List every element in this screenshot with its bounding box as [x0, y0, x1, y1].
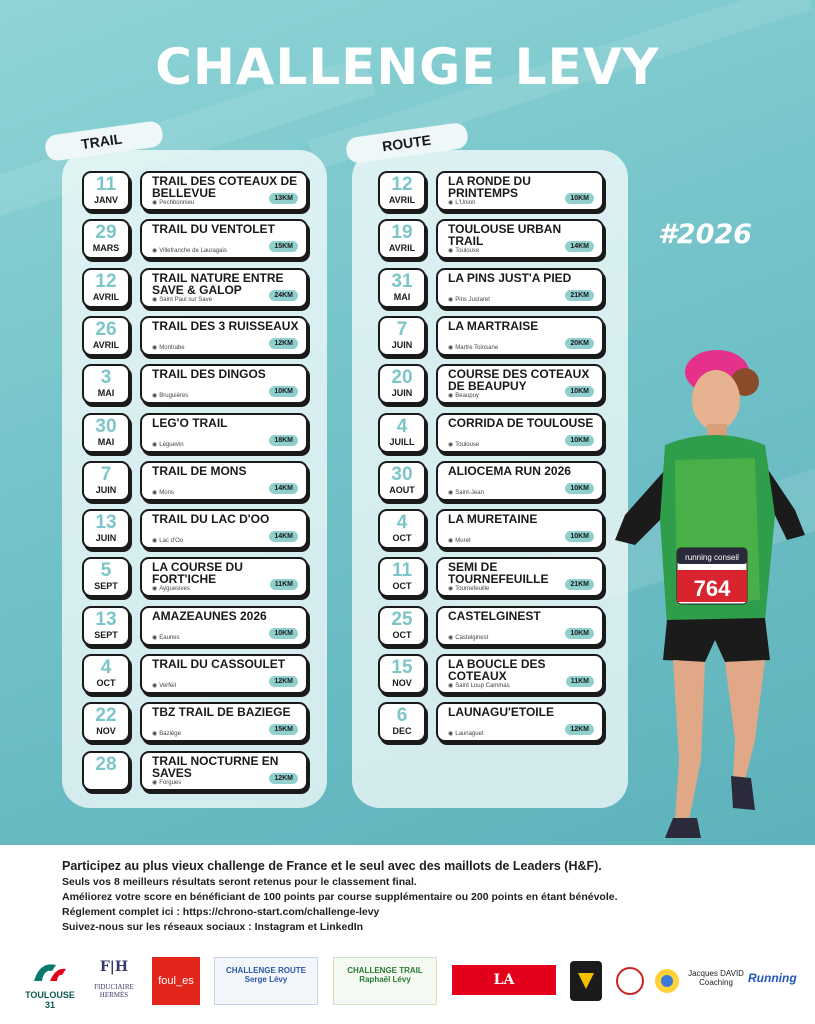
race-distance: 10KM [269, 628, 298, 639]
race-date [378, 606, 426, 646]
foulees-logo: foul_es [152, 957, 200, 1005]
race-date [82, 606, 130, 646]
race-month: MAI [97, 436, 115, 447]
race-month: MARS [92, 243, 120, 254]
race-name: LA COURSE DU FORT'ICHE [152, 560, 243, 587]
race-name: LA MARTRAISE [448, 318, 539, 333]
race-card [436, 702, 604, 742]
race-month: JANV [93, 195, 118, 205]
race-date [82, 461, 130, 501]
race-date [82, 702, 130, 742]
race-card [140, 364, 308, 404]
race-month: JUIN [95, 533, 117, 544]
location-pin-icon: ◉ [152, 344, 158, 351]
race-day: 7 [100, 463, 112, 485]
race-date [378, 413, 426, 453]
race-location: ◉ Launaguet [448, 731, 484, 738]
race-distance: 11KM [566, 676, 594, 687]
location-pin-icon: ◉ [448, 586, 454, 593]
race-day: 30 [95, 415, 117, 437]
location-pin-icon: ◉ [448, 731, 454, 738]
race-distance: 24KM [269, 290, 298, 301]
race-day: 13 [95, 608, 117, 630]
race-month: SEPT [94, 581, 118, 592]
race-day: 26 [95, 318, 117, 340]
race-month: OCT [392, 629, 412, 640]
race-card [436, 413, 604, 453]
sponsor-bar [0, 953, 815, 1018]
race-location: ◉ Bruguières [152, 393, 189, 400]
race-month: OCT [392, 533, 412, 544]
race-card [436, 268, 604, 308]
race-name: CORRIDA DE TOULOUSE [448, 415, 594, 430]
club-logo [652, 967, 682, 995]
location-pin-icon: ◉ [152, 731, 158, 738]
race-name: COURSE DES COTEAUX DE BEAUPUY [448, 367, 590, 394]
race-location: ◉ Mons [152, 489, 174, 496]
race-location: ◉ Baziège [152, 731, 181, 738]
race-day: 28 [95, 753, 117, 775]
race-location: ◉ Muret [448, 538, 471, 545]
race-day: 29 [95, 222, 117, 244]
race-name: SEMI DE TOURNEFEUILLE [448, 560, 549, 587]
race-card [140, 413, 308, 453]
race-distance: 13KM [269, 193, 298, 204]
la-depeche-logo: LA DÉPÊCHE [452, 965, 556, 995]
race-date [378, 509, 426, 549]
race-date [378, 702, 426, 742]
race-card [436, 171, 604, 211]
race-distance: 14KM [269, 531, 298, 542]
year-hashtag: #2026 [658, 219, 752, 250]
race-day: 20 [391, 367, 413, 389]
race-date [378, 461, 426, 501]
bib-number: 764 [693, 576, 731, 601]
race-name: TRAIL DU LAC D'OO [152, 512, 270, 527]
location-pin-icon: ◉ [448, 296, 454, 303]
race-card [436, 316, 604, 356]
race-name: TOULOUSE URBAN TRAIL [448, 222, 562, 249]
race-date [378, 219, 426, 259]
race-date [82, 751, 130, 791]
challenge-route-badge: CHALLENGE ROUTE Serge Lévy [214, 957, 318, 1005]
race-month: AVRIL [92, 291, 120, 302]
race-distance: 10KM [269, 386, 298, 397]
race-distance: 20KM [565, 338, 594, 349]
location-pin-icon: ◉ [448, 441, 454, 448]
location-pin-icon: ◉ [448, 393, 454, 400]
race-location: ◉ Toulouse [448, 248, 480, 255]
race-location: ◉ Saint-Jean [448, 489, 484, 496]
race-month: AVRIL [388, 243, 416, 254]
race-location: ◉ L'Union [448, 200, 476, 206]
race-day: 19 [391, 222, 413, 244]
race-date [378, 364, 426, 404]
race-location: ◉ Verfeil [152, 683, 176, 689]
race-distance: 12KM [565, 724, 594, 735]
race-location: ◉ Pechbonnieu [152, 200, 195, 206]
location-pin-icon: ◉ [448, 489, 454, 496]
race-name: TRAIL DE MONS [152, 463, 247, 478]
race-location: ◉ Pins Justaret [448, 296, 490, 303]
race-distance: 12KM [269, 773, 298, 784]
race-name: ALIOCEMA RUN 2026 [448, 463, 571, 478]
info-line: Participez au plus vieux challenge de France et le seul avec des maillots de Leaders (H&F). [62, 859, 602, 873]
rat-logo [570, 961, 602, 1001]
race-day: 11 [391, 560, 413, 582]
race-location: ◉ Castelginest [448, 634, 489, 641]
race-name: TRAIL NATURE ENTRE SAVE & GALOP [152, 270, 284, 297]
race-month: JUIN [95, 484, 117, 495]
race-month: DEC [392, 726, 412, 737]
info-line: Suivez-nous sur les réseaux sociaux : Instagram et LinkedIn [62, 921, 364, 933]
fiduciaire-hermes-logo: F|H FIDUCIAIRE HERMÈS [94, 959, 134, 999]
race-card [140, 606, 308, 646]
race-distance: 10KM [565, 483, 594, 494]
race-day: 5 [100, 560, 112, 582]
race-location: ◉ Lac d'Oo [152, 538, 184, 545]
poster-title: CHALLENGE LEVY [155, 38, 660, 96]
location-pin-icon: ◉ [152, 296, 158, 303]
race-month: AOUT [389, 484, 415, 495]
race-location: ◉ Forgues [152, 779, 182, 786]
bib-brand: running conseil [685, 553, 739, 562]
race-month: AVRIL [92, 339, 120, 350]
route-tab: ROUTE [345, 122, 469, 165]
race-location: ◉ Tournefeuille [448, 586, 490, 593]
race-location: ◉ Toulouse [448, 441, 480, 448]
race-card [140, 316, 308, 356]
race-month: OCT [392, 581, 412, 592]
race-day: 15 [391, 657, 413, 678]
race-location: ◉ Villefranche de Lauragais [152, 248, 227, 255]
race-date [82, 268, 130, 308]
race-name: LEG'O TRAIL [152, 415, 228, 430]
race-day: 3 [100, 367, 112, 389]
race-name: LA RONDE DU PRINTEMPS [448, 174, 531, 200]
race-date [378, 557, 426, 597]
race-location: ◉ Montrabe [152, 344, 185, 351]
race-card [436, 509, 604, 549]
race-day: 12 [391, 174, 413, 195]
race-date [378, 268, 426, 308]
race-name: AMAZEAUNES 2026 [152, 608, 267, 623]
race-day: 31 [391, 270, 413, 292]
race-card [436, 364, 604, 404]
race-date [82, 654, 130, 694]
race-name: TRAIL DES COTEAUX DE BELLEVUE [152, 174, 298, 200]
race-day: 30 [391, 463, 413, 485]
race-location: ◉ Eaunes [152, 634, 180, 641]
race-day: 25 [391, 608, 413, 630]
location-pin-icon: ◉ [448, 344, 454, 351]
race-name: TRAIL DU CASSOULET [152, 657, 286, 671]
race-location: ◉ Beaupuy [448, 393, 479, 400]
race-name: LA BOUCLE DES COTEAUX [448, 657, 546, 683]
race-location: ◉ Léguevin [152, 441, 184, 448]
race-card [140, 219, 308, 259]
race-month: OCT [96, 678, 116, 688]
trail-tab: TRAIL [44, 120, 164, 162]
race-day: 7 [396, 318, 408, 340]
location-pin-icon: ◉ [152, 683, 158, 689]
race-month: JUIN [391, 388, 413, 399]
race-date [378, 654, 426, 694]
race-month: NOV [392, 678, 412, 688]
race-card [140, 268, 308, 308]
race-name: TRAIL DU VENTOLET [152, 222, 275, 237]
race-card [436, 557, 604, 597]
race-distance: 15KM [269, 724, 298, 735]
race-distance: 10KM [565, 531, 594, 542]
race-distance: 15KM [269, 241, 298, 252]
race-month: JUIN [391, 339, 413, 350]
race-month: MAI [97, 388, 115, 399]
race-day: 4 [396, 415, 408, 437]
location-pin-icon: ◉ [152, 393, 158, 400]
race-card [140, 171, 308, 211]
race-distance: 21KM [565, 290, 594, 301]
race-day: 11 [95, 174, 117, 195]
race-date [82, 413, 130, 453]
location-pin-icon: ◉ [152, 586, 158, 593]
race-day: 13 [95, 512, 117, 534]
race-day: 4 [100, 657, 112, 678]
race-month: NOV [96, 726, 116, 737]
race-distance: 18KM [269, 435, 298, 446]
race-date [82, 316, 130, 356]
race-date [82, 557, 130, 597]
location-pin-icon: ◉ [152, 634, 158, 641]
race-distance: 11KM [270, 579, 298, 590]
race-distance: 10KM [565, 628, 594, 639]
race-card [140, 509, 308, 549]
race-card [140, 702, 308, 742]
race-day: 22 [95, 705, 117, 727]
race-name: LA MURETAINE [448, 512, 538, 527]
location-pin-icon: ◉ [448, 248, 454, 255]
race-name: TRAIL NOCTURNE EN SAVES [152, 753, 279, 780]
race-card [436, 606, 604, 646]
info-line: Seuls vos 8 meilleurs résultats seront retenus pour le classement final. [62, 876, 417, 888]
info-text [62, 858, 762, 935]
race-month: AVRIL [388, 195, 416, 205]
location-pin-icon: ◉ [152, 779, 158, 786]
location-pin-icon: ◉ [152, 538, 158, 545]
race-location: ◉ Saint Paul sur Save [152, 296, 212, 303]
race-card [436, 654, 604, 694]
race-distance: 12KM [269, 676, 298, 687]
race-distance: 14KM [565, 241, 594, 252]
race-day: 6 [396, 705, 408, 727]
race-date [82, 171, 130, 211]
location-pin-icon: ◉ [448, 634, 454, 641]
race-distance: 12KM [269, 338, 298, 349]
location-pin-icon: ◉ [152, 489, 158, 496]
race-card [436, 461, 604, 501]
race-card [140, 751, 308, 791]
location-pin-icon: ◉ [152, 200, 158, 206]
race-card [140, 557, 308, 597]
race-distance: 10KM [565, 193, 594, 204]
race-distance: 14KM [269, 483, 298, 494]
location-pin-icon: ◉ [448, 683, 454, 689]
race-card [436, 219, 604, 259]
location-pin-icon: ◉ [448, 200, 454, 206]
race-card [140, 461, 308, 501]
location-pin-icon: ◉ [152, 441, 158, 448]
race-month: JUILL [389, 436, 415, 447]
race-name: LAUNAGU'ETOILE [448, 705, 554, 720]
race-name: TRAIL DES DINGOS [152, 367, 266, 382]
race-day: 4 [396, 512, 408, 534]
race-distance: 10KM [565, 386, 594, 397]
race-day: 12 [95, 270, 117, 292]
race-date [378, 171, 426, 211]
race-date [82, 364, 130, 404]
race-name: CASTELGINEST [448, 608, 541, 623]
challenge-trail-badge: CHALLENGE TRAIL Raphaël Lévy [333, 957, 437, 1005]
race-date [82, 219, 130, 259]
club-logo [616, 967, 644, 995]
race-name: TBZ TRAIL DE BAZIEGE [152, 705, 291, 720]
jacques-david-logo: Jacques DAVID Coaching [688, 969, 744, 987]
race-location: ◉ Saint Loup Cammas [448, 683, 510, 689]
race-month: SEPT [94, 629, 118, 640]
race-distance: 21KM [565, 579, 594, 590]
running-logo: Running [748, 971, 797, 985]
race-distance: 10KM [565, 435, 594, 446]
race-location: ◉ Martre Tolosane [448, 344, 499, 351]
race-name: LA PINS JUST'A PIED [448, 270, 572, 285]
race-name: TRAIL DES 3 RUISSEAUX [152, 318, 299, 333]
location-pin-icon: ◉ [448, 538, 454, 545]
info-line: Réglement complet ici : https://chrono-start.com/challenge-levy [62, 906, 380, 918]
info-line: Améliorez votre score en bénéficiant de 100 points par course supplémentaire ou 200 points en étant bénévole. [62, 891, 618, 903]
location-pin-icon: ◉ [152, 248, 158, 255]
race-date [378, 316, 426, 356]
race-location: ◉ Ayguesives [152, 586, 190, 593]
race-month: MAI [393, 291, 411, 302]
credit-agricole-logo: TOULOUSE 31 [20, 959, 80, 1007]
race-card [140, 654, 308, 694]
race-date [82, 509, 130, 549]
runner-photo [605, 340, 815, 840]
